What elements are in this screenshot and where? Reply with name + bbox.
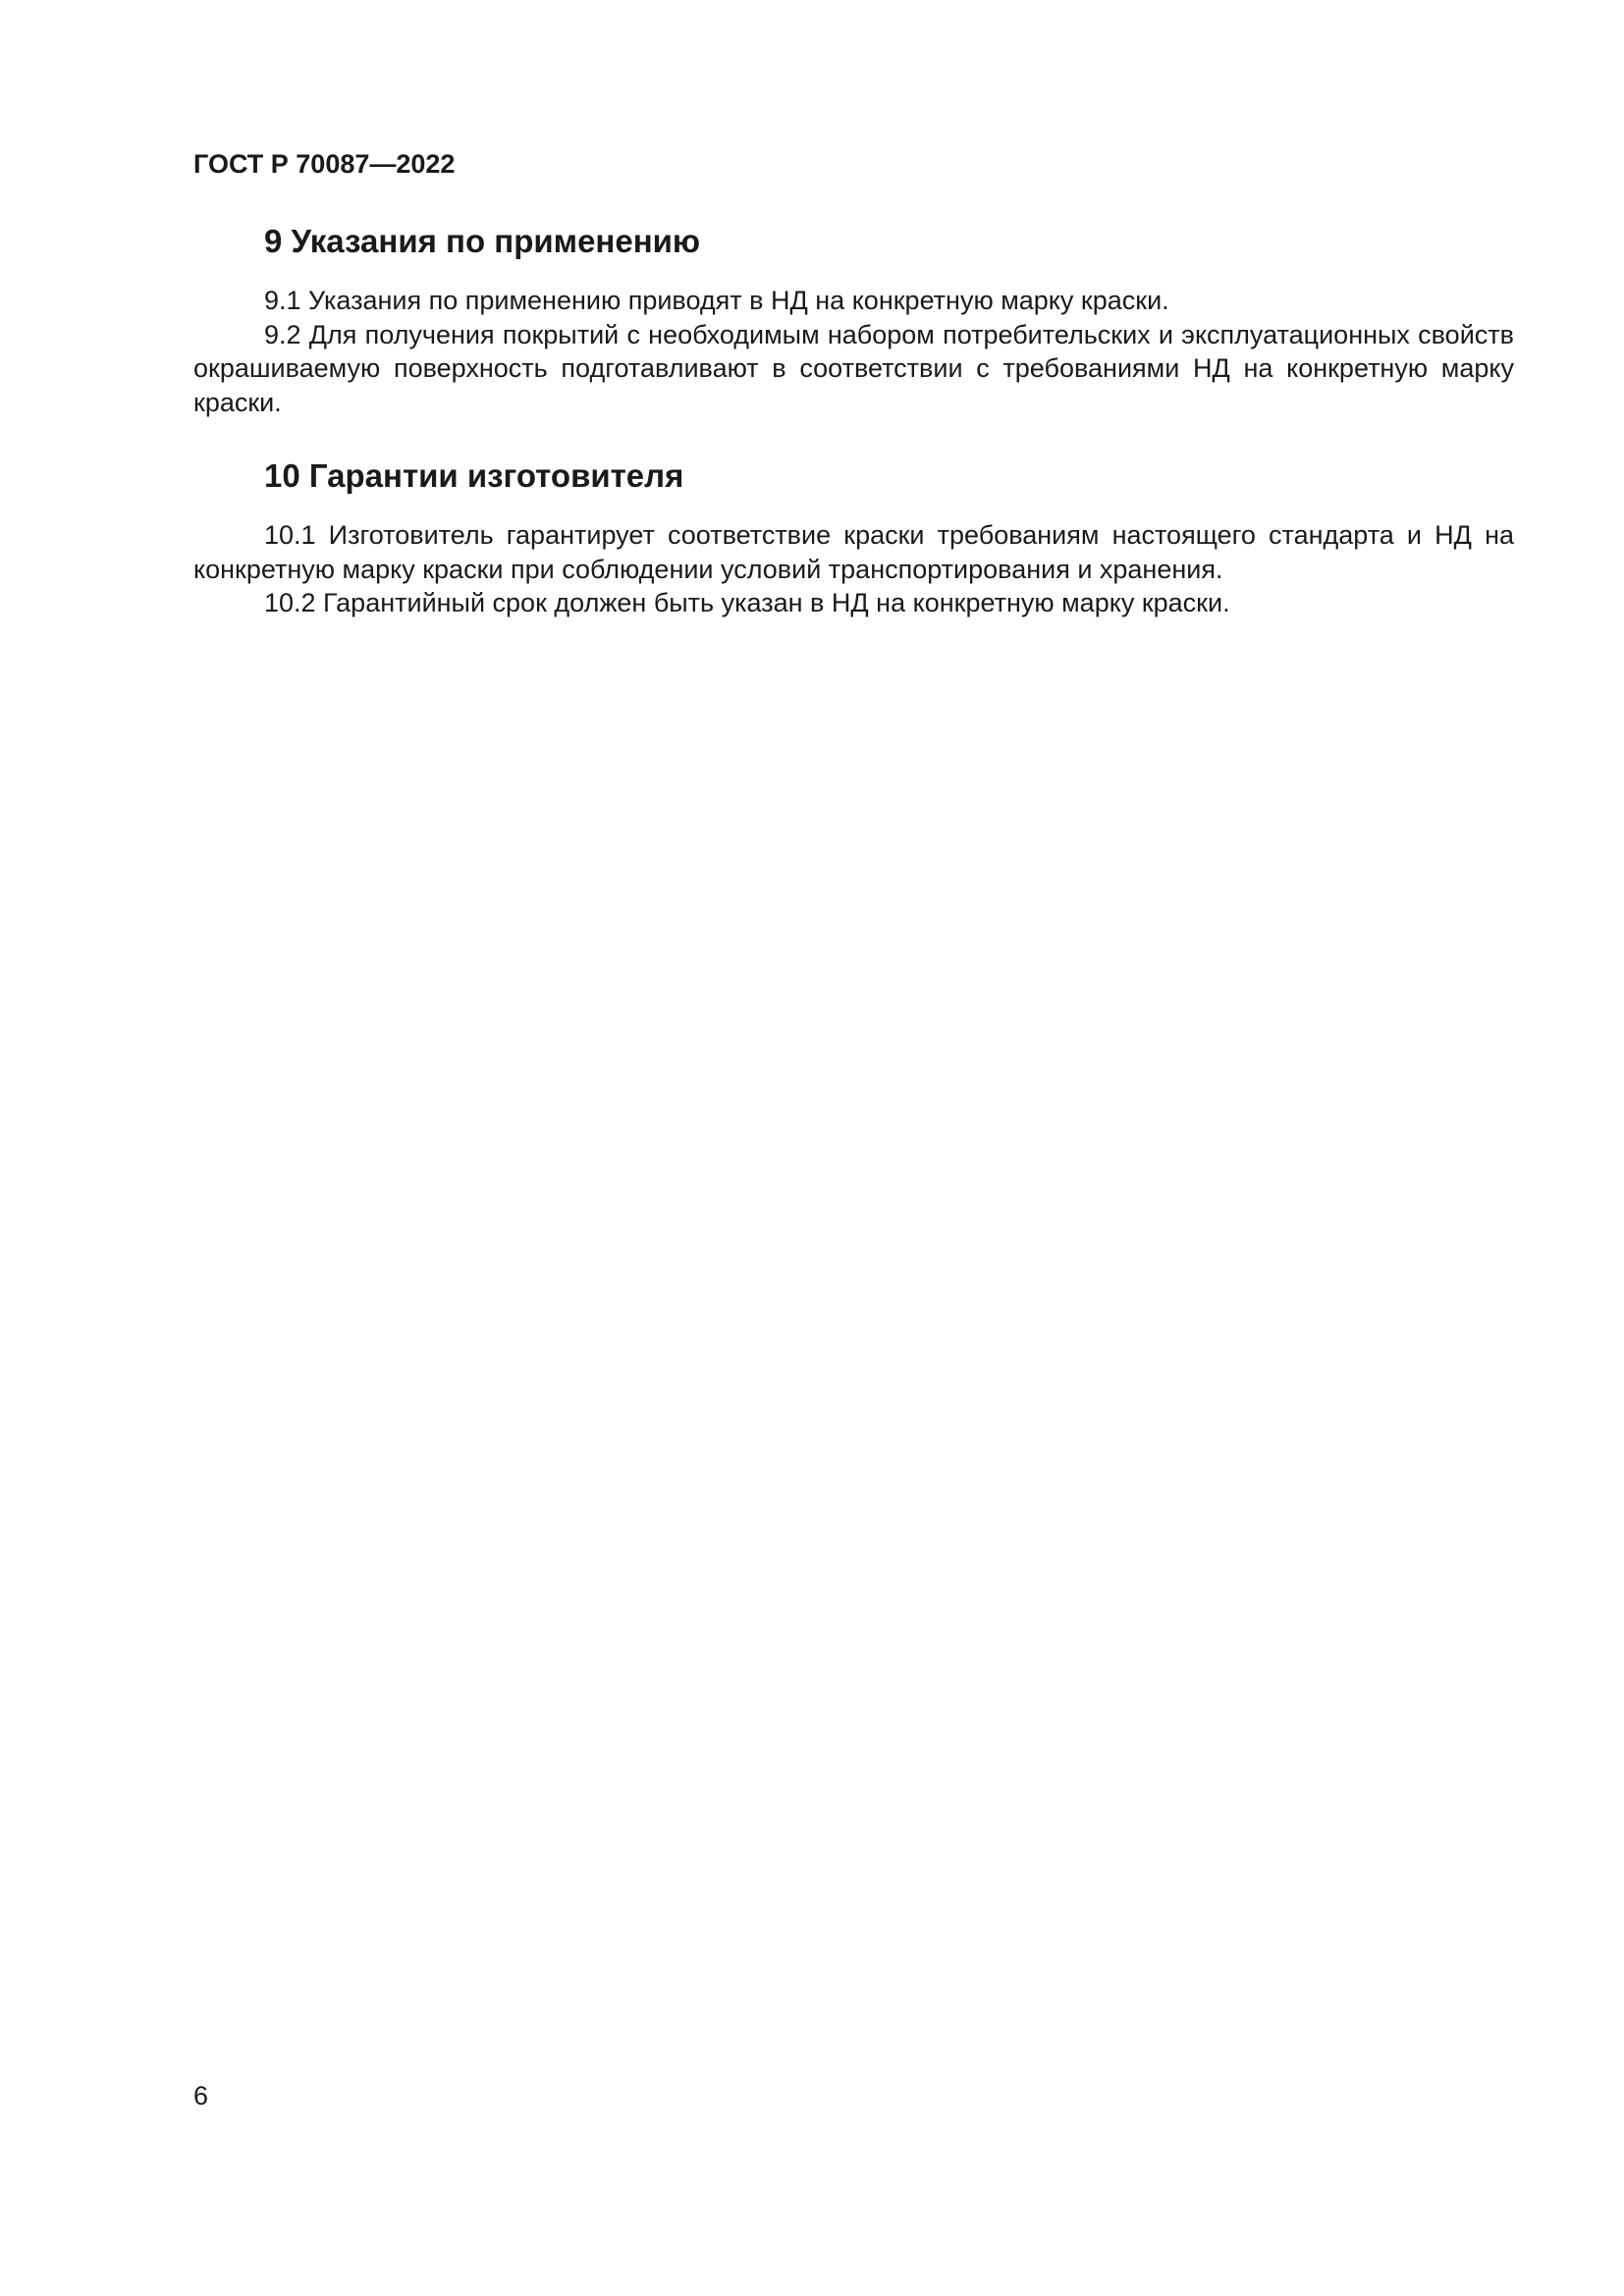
document-body <box>193 220 1514 620</box>
section-heading-9: 9 Указания по применению <box>264 223 701 259</box>
document-code: ГОСТ Р 70087—2022 <box>193 149 456 179</box>
section-heading-10: 10 Гарантии изготовителя <box>264 457 684 494</box>
paragraph-9-1: 9.1 Указания по применению приводят в НД на конкретную марку краски. <box>264 286 1169 315</box>
paragraph-10-2: 10.2 Гарантийный срок должен быть указан в НД на конкретную марку краски. <box>264 588 1230 617</box>
paragraph-9-2: 9.2 Для получения покрытий с необходимым набором потребительских и эксплуатационных свойств окрашиваемую поверхность подготавливают в соответствии с требованиями НД на конкретную марку краски. <box>193 319 1514 417</box>
paragraph-10-1: 10.1 Изготовитель гарантирует соответствие краски требованиям настоящего стандарта и НД на конкретную марку краски при соблюдении условий транспортирования и хранения. <box>193 520 1514 584</box>
page-number: 6 <box>193 2081 209 2110</box>
